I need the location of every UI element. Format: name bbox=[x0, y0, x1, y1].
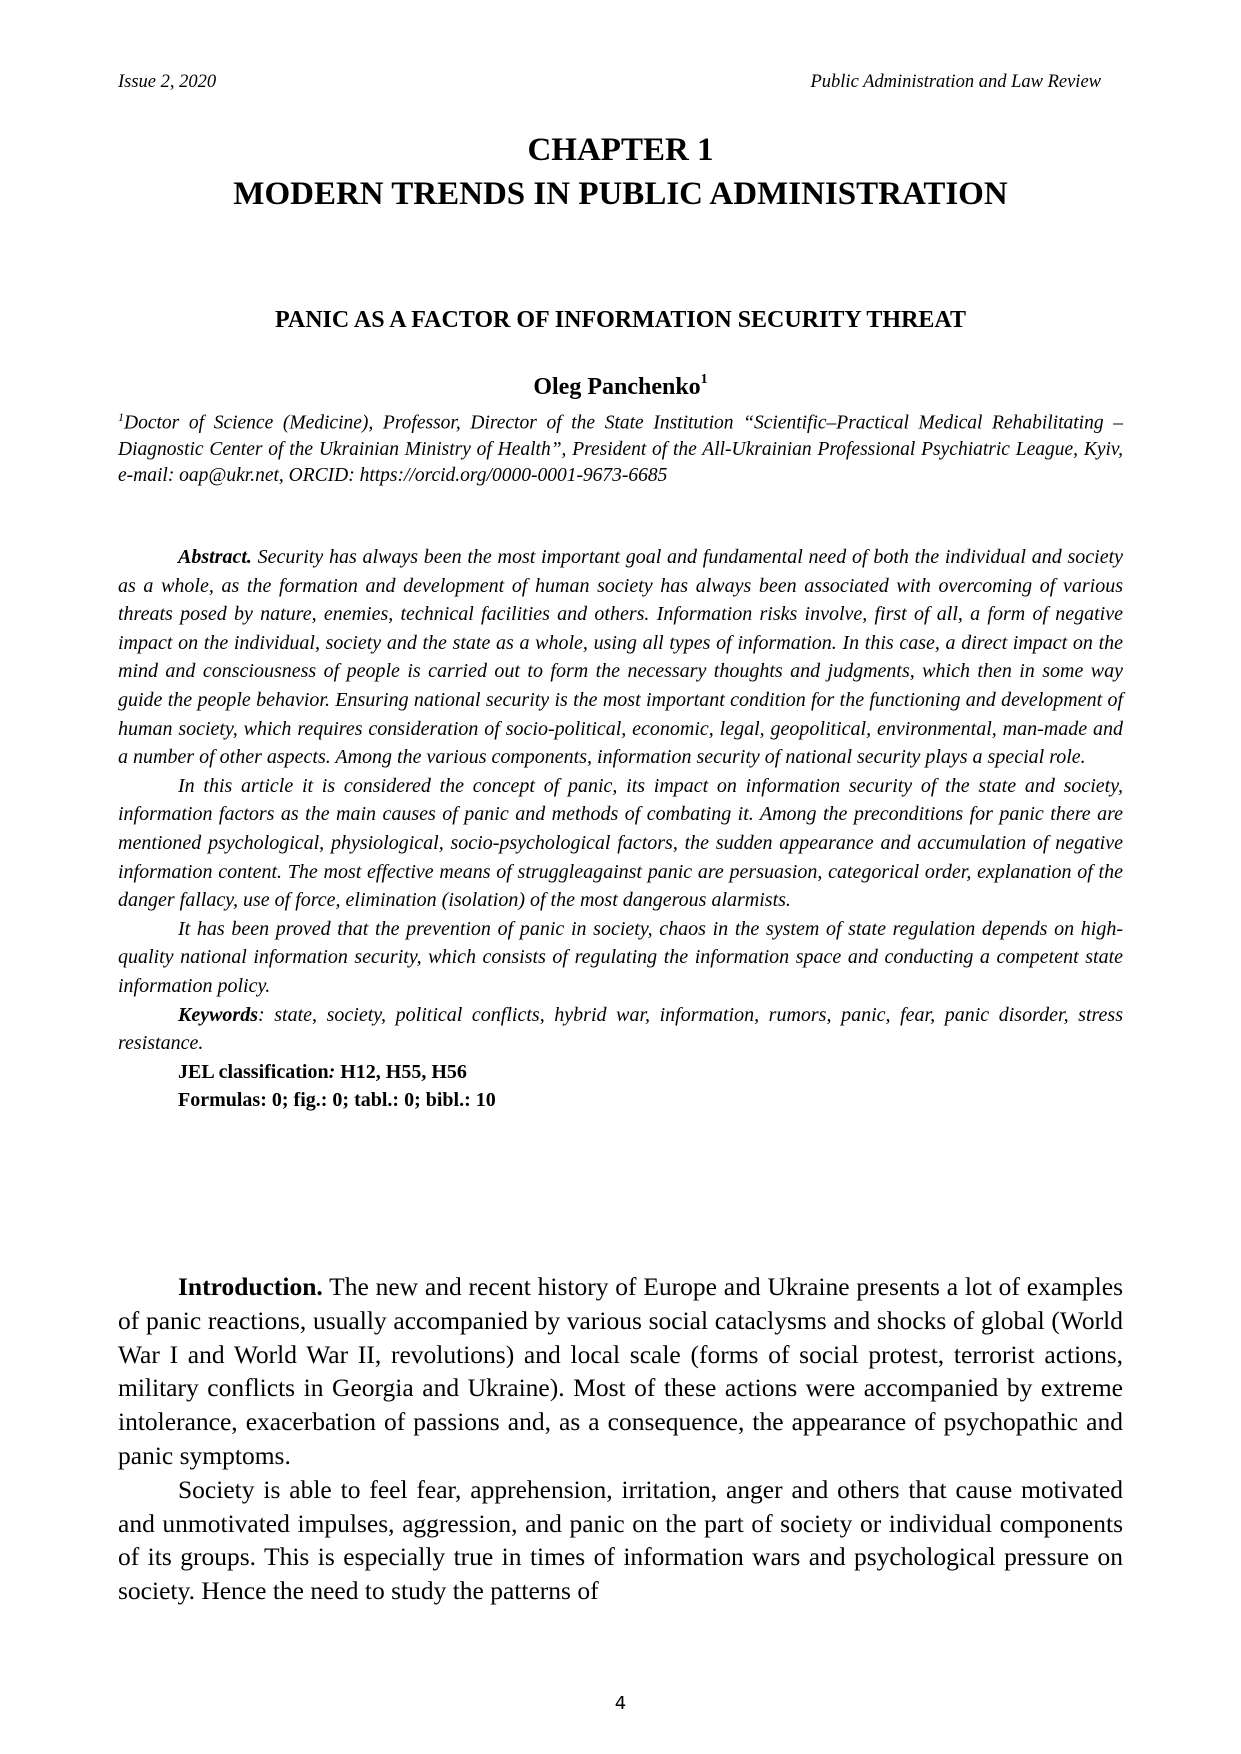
author-name-text: Oleg Panchenko bbox=[533, 374, 701, 400]
abstract-text-1: Security has always been the most important goal and fundamental need of both the individual and society as a whole, as the formation and development of human society has always been associated with overcoming of various threats posed by nature, enemies, technical facilities and others. Information risks involve, first of all, a form of negative impact on the individual, society and the state as a whole, using all types of information. In this case, a direct impact on the mind and consciousness of people is carried out to form the necessary thoughts and judgments, which then in some way guide the people behavior. Ensuring national security is the most important condition for the functioning and development of human society, which requires consideration of socio-political, economic, legal, geopolitical, environmental, man-made and a number of other aspects. Among the various components, information security of national security plays a special role. bbox=[118, 546, 1124, 769]
abstract-paragraph-2: In this article it is considered the concept of panic, its impact on information security of the state and society, information factors as the main causes of panic and methods of combating it. Among the preconditions for panic there are mentioned psychological, physiological, socio-psychological factors, the sudden appearance and accumulation of negative information content. The most effective means of struggleagainst panic are persuasion, categorical order, explanation of the danger fallacy, use of force, elimination (isolation) of the most dangerous alarmists. bbox=[118, 774, 1123, 912]
article-title: PANIC AS A FACTOR OF INFORMATION SECURITY THREAT bbox=[275, 307, 966, 333]
chapter-number: CHAPTER 1 bbox=[527, 132, 714, 168]
introduction-paragraph-2: Society is able to feel fear, apprehension, irritation, anger and others that cause motivated and unmotivated impulses, aggression, and panic on the part of society or individual components of its groups. This is especially true in times of information wars and psychological pressure on society. Hence the need to study the patterns of bbox=[118, 1474, 1123, 1606]
abstract-paragraph-3: It has been proved that the prevention of panic in society, chaos in the system of state regulation depends on high-quality national information security, which consists of regulating the information space and conducting a competent state information policy. bbox=[118, 917, 1123, 997]
jel-codes: H12, H55, H56 bbox=[335, 1060, 467, 1083]
introduction-text-1: The new and recent history of Europe and Ukraine presents a lot of examples of panic reactions, usually accompanied by various social cataclysms and shocks of global (World War I and World War II, revolutions) and local scale (forms of social protest, terrorist actions, military conflicts in Georgia and Ukraine). Most of these actions were accompanied by extreme intolerance, exacerbation of passions and, as a consequence, the appearance of psychopathic and panic symptoms. bbox=[118, 1272, 1123, 1470]
keywords-line bbox=[118, 1001, 1123, 1058]
abstract-label: Abstract. bbox=[178, 546, 252, 568]
introduction-paragraph-1 bbox=[118, 1270, 1123, 1473]
introduction-label: Introduction. bbox=[178, 1272, 323, 1301]
chapter-title: MODERN TRENDS IN PUBLIC ADMINISTRATION bbox=[233, 176, 1008, 212]
page-number: 4 bbox=[614, 1693, 627, 1714]
running-header-issue: Issue 2, 2020 bbox=[118, 72, 217, 92]
keywords-label: Keywords bbox=[178, 1003, 258, 1026]
affiliation-superscript: 1 bbox=[118, 410, 124, 424]
introduction-section bbox=[118, 1270, 1123, 1608]
author-affiliation bbox=[118, 404, 1123, 489]
chapter-heading bbox=[118, 128, 1123, 216]
jel-colon: : bbox=[328, 1060, 336, 1083]
abstract-section bbox=[118, 543, 1123, 1115]
formulas-line: Formulas: 0; fig.: 0; tabl.: 0; bibl.: 10 bbox=[178, 1089, 496, 1112]
jel-label: JEL classification bbox=[178, 1060, 329, 1083]
affiliation-text: Doctor of Science (Medicine), Professor, Director of the State Institution “Scientific–Practical Medical Rehabilitating – Diagnostic Center of the Ukrainian Ministry of Health”, President of the All-Ukrainian Professional Psychiatric League, Kyiv, e-mail: oap@ukr.net, ORCID: https://orcid.org/0000-0001-9673-6685 bbox=[118, 412, 1123, 486]
running-header-journal: Public Administration and Law Review bbox=[810, 72, 1101, 92]
keywords-text: : state, society, political conflicts, hybrid war, information, rumors, panic, fear, panic disorder, stress resistance. bbox=[118, 1003, 1123, 1055]
jel-classification bbox=[118, 1058, 1123, 1087]
author-name bbox=[118, 374, 1123, 401]
abstract-paragraph-1 bbox=[118, 543, 1123, 772]
author-superscript: 1 bbox=[700, 372, 708, 387]
